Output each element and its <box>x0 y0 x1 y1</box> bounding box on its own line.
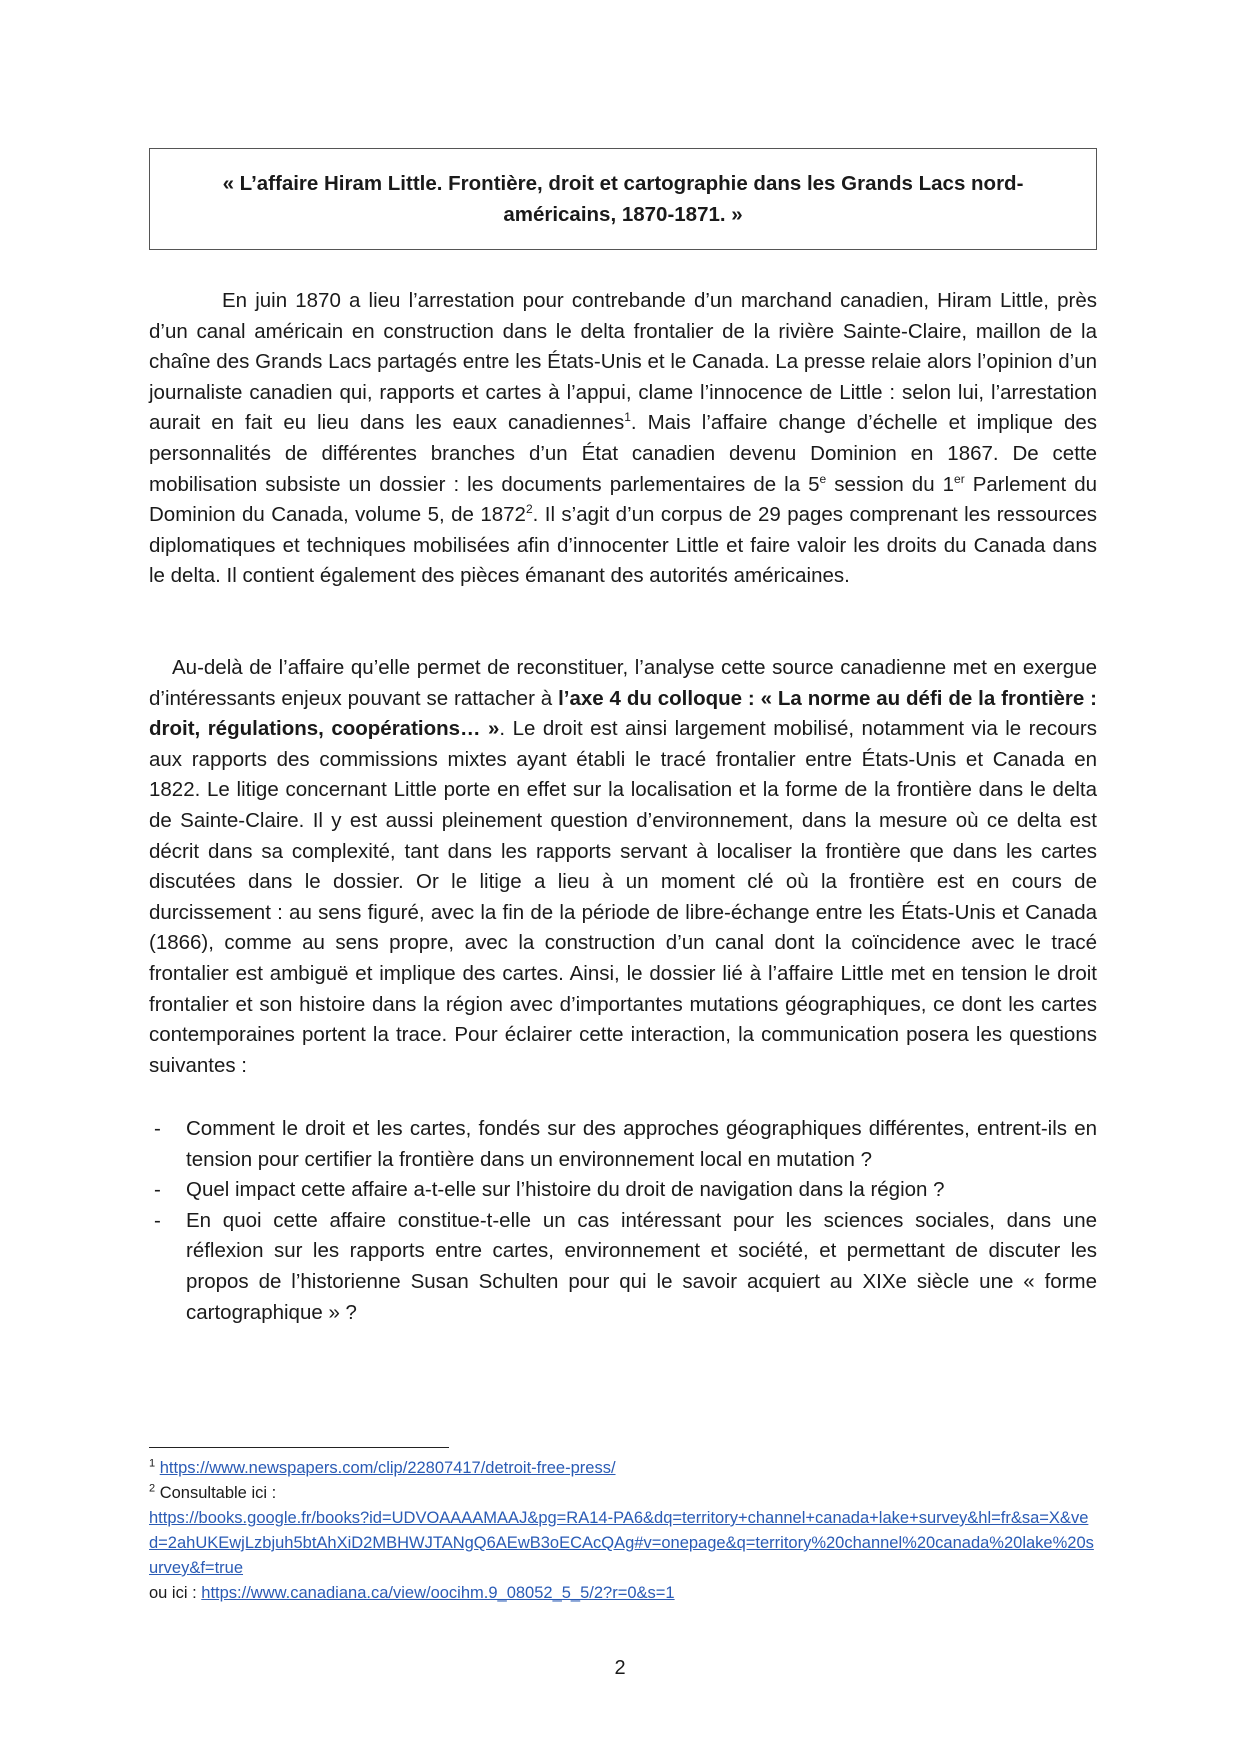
paragraph-analysis <box>149 653 1097 1081</box>
question-item <box>149 1114 1097 1175</box>
footnote-2-link-line <box>149 1506 1097 1581</box>
title-box <box>149 148 1097 250</box>
paragraph-intro <box>149 286 1097 592</box>
list-dash: - <box>154 1178 161 1202</box>
superscript-er: er <box>954 471 965 486</box>
footnote-2-link-alt[interactable]: https://www.canadiana.ca/view/oocihm.9_08052_5_5/2?r=0&s=1 <box>201 1584 675 1602</box>
footnotes <box>149 1456 1097 1606</box>
paragraph-intro-part-b: . Mais l’affaire change d’échelle et implique des personnalités de différentes branches d’un État canadien devenu Dominion en 1867. De cette mobilisation subsiste un dossier : les documents parlementaires de la 5 <box>149 411 1097 496</box>
page-number: 2 <box>614 1657 626 1679</box>
paragraph-analysis-bold: l’axe 4 du colloque : « La norme au défi de la frontière : droit, régulations, coopérations… » <box>149 686 1097 741</box>
paragraph-analysis-part-a: Au-delà de l’affaire qu’elle permet de reconstituer, l’analyse cette source canadienne met en exergue d’intéressants enjeux pouvant se rattacher à <box>149 656 1097 710</box>
question-list <box>149 1114 1097 1328</box>
footnote-ref-2[interactable]: 2 <box>525 502 533 517</box>
question-text: Quel impact cette affaire a-t-elle sur l’histoire du droit de navigation dans la région ? <box>186 1178 945 1202</box>
footnote-2 <box>149 1481 1097 1506</box>
footnote-number: 2 <box>149 1482 156 1495</box>
footnote-2-or: ou ici : <box>149 1584 202 1602</box>
footnote-divider <box>149 1447 449 1448</box>
footnote-2-link[interactable]: https://books.google.fr/books?id=UDVOAAAAMAAJ&pg=RA14-PA6&dq=territory+channel+canada+lake+survey&hl=fr&sa=X&ved=2ahUKEwjLzbjuh5btAhXiD2MBHWJTANgQ6AEwB3oECAcQAg#v=onepage&q=territory%20channel%20canada%20lake%20survey&f=true <box>149 1509 1094 1577</box>
list-dash: - <box>154 1117 161 1140</box>
question-item <box>149 1175 1097 1206</box>
question-text: En quoi cette affaire constitue-t-elle un cas intéressant pour les sciences sociales, dans une réflexion sur les rapports entre cartes, environnement et société, et permettant de discuter les propos de l’historienne Susan Schulten pour qui le savoir acquiert au XIXe siècle une « forme cartographique » ? <box>186 1208 1097 1324</box>
question-item <box>149 1206 1097 1328</box>
list-dash: - <box>154 1208 161 1232</box>
footnote-1 <box>149 1456 1097 1481</box>
paragraph-intro-part-a: En juin 1870 a lieu l’arrestation pour contrebande d’un marchand canadien, Hiram Little, près d’un canal américain en construction dans le delta frontalier de la rivière Sainte-Claire, maillon de la chaîne des Grands Lacs partagés entre les États-Unis et le Canada. La presse relaie alors l’opinion d’un journaliste canadien qui, rapports et cartes à l’appui, clame l’innocence de Little : selon lui, l’arrestation aurait en fait eu lieu dans les eaux canadiennes <box>149 289 1097 435</box>
footnote-ref-1[interactable]: 1 <box>624 410 631 425</box>
superscript-e: e <box>819 471 827 486</box>
footnote-number: 1 <box>149 1457 156 1470</box>
footnote-2-alt-line <box>149 1581 1097 1606</box>
document-title: « L’affaire Hiram Little. Frontière, droit et cartographie dans les Grands Lacs nord-américains, 1870-1871. » <box>222 172 1024 226</box>
paragraph-intro-part-c: session du 1 <box>826 472 955 496</box>
paragraph-intro-part-d: Parlement du Dominion du Canada, volume 5, de 1872 <box>149 472 1097 527</box>
question-text: Comment le droit et les cartes, fondés sur des approches géographiques différentes, entrent-ils en tension pour certifier la frontière dans un environnement local en mutation ? <box>186 1117 1097 1171</box>
paragraph-intro-part-e: . Il s’agit d’un corpus de 29 pages comprenant les ressources diplomatiques et techniques mobilisées afin d’innocenter Little et faire valoir les droits du Canada dans le delta. Il contient également des pièces émanant des autorités américaines. <box>149 503 1097 588</box>
footnote-1-link[interactable]: https://www.newspapers.com/clip/22807417/detroit-free-press/ <box>159 1459 616 1477</box>
paragraph-analysis-part-b: . Le droit est ainsi largement mobilisé, notamment via le recours aux rapports des commissions mixtes ayant établi le tracé frontalier entre États-Unis et Canada en 1822. Le litige concernant Little porte en effet sur la localisation et la forme de la frontière dans le delta de Sainte-Claire. Il y est aussi pleinement question d’environnement, dans la mesure où ce delta est décrit dans sa complexité, tant dans les rapports servant à localiser la frontière que dans les cartes discutées dans le dossier. Or le litige a lieu à un moment clé où la frontière est en cours de durcissement : au sens figuré, avec la fin de la période de libre-échange entre les États-Unis et Canada (1866), comme au sens propre, avec la construction d’un canal dont la coïncidence avec le tracé frontalier est ambiguë et implique des cartes. Ainsi, le dossier lié à l’affaire Little met en tension le droit frontalier et son histoire dans la région avec d’importantes mutations géographiques, ce dont les cartes contemporaines portent la trace. Pour éclairer cette interaction, la communication posera les questions suivantes : <box>149 717 1097 1077</box>
footnote-2-text: Consultable ici : <box>159 1484 277 1502</box>
